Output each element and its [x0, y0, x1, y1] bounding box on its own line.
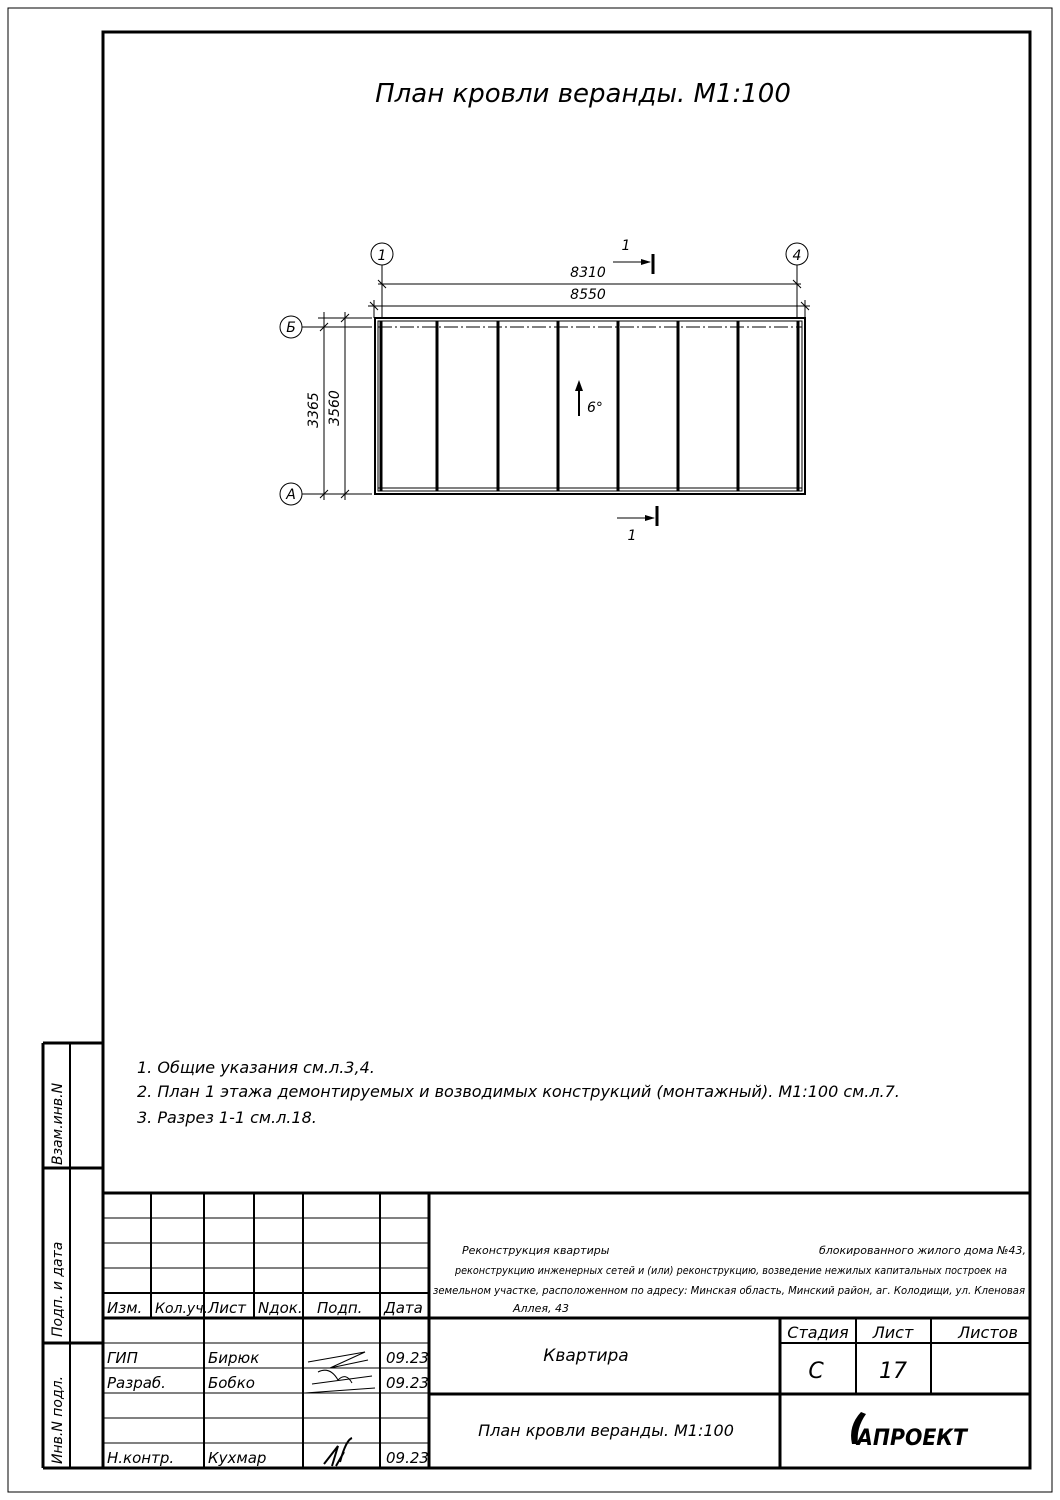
row-gip-date: 09.23 — [386, 1349, 429, 1367]
dim-8550: 8550 — [570, 287, 606, 303]
sheets-header: Листов — [958, 1323, 1018, 1342]
side-vzam-label: Взам.инв.N — [50, 1082, 66, 1165]
side-stamp — [43, 1043, 103, 1468]
header-podp: Подп. — [317, 1299, 363, 1317]
row-razrab-date: 09.23 — [386, 1374, 429, 1392]
axis-label-4: 4 — [792, 248, 802, 264]
row-nkontr-date: 09.23 — [386, 1449, 429, 1467]
title-block — [103, 1193, 1030, 1468]
header-data: Дата — [384, 1299, 423, 1317]
stage-header: Стадия — [787, 1323, 849, 1342]
row-razrab-name: Бобко — [208, 1374, 255, 1392]
axis-label-b: Б — [286, 320, 296, 336]
header-izm: Изм. — [107, 1299, 143, 1317]
row-razrab-role: Разраб. — [107, 1374, 166, 1392]
project-line1-left: Реконструкция квартиры — [462, 1244, 610, 1257]
project-line2: реконструкцию инженерных сетей и (или) реконструкцию, возведение нежилых капитальных построек на — [454, 1264, 1008, 1277]
notes — [137, 1058, 900, 1127]
row-gip-role: ГИП — [107, 1349, 138, 1367]
row-nkontr-role: Н.контр. — [107, 1449, 175, 1467]
section-mark-top — [613, 238, 653, 274]
project-line4: Аллея, 43 — [513, 1302, 569, 1315]
roof-plan — [280, 238, 810, 544]
dim-3365: 3365 — [306, 392, 322, 428]
dim-3560: 3560 — [327, 390, 343, 426]
header-ndok: Nдок. — [258, 1299, 303, 1317]
section-mark-bottom-label: 1 — [627, 528, 637, 544]
side-podp-label: Подп. и дата — [50, 1241, 66, 1337]
slope-arrow-head — [575, 380, 583, 391]
note-3: 3. Разрез 1-1 см.л.18. — [137, 1108, 317, 1127]
dim-8310: 8310 — [570, 265, 606, 281]
note-1: 1. Общие указания см.л.3,4. — [137, 1058, 375, 1077]
section-mark-bottom — [617, 506, 657, 544]
axis-label-a: А — [286, 487, 296, 503]
header-kol: Кол.уч. — [155, 1301, 208, 1317]
company-logo — [851, 1412, 969, 1451]
signature-nkontr — [324, 1438, 352, 1466]
stage-value: С — [808, 1359, 824, 1384]
object-name: Квартира — [543, 1346, 629, 1366]
project-line3: земельном участке, расположенном по адресу: Минская область, Минский район, аг. Колодищи, ул. Кленовая — [433, 1284, 1026, 1297]
slope-label: 6° — [587, 400, 603, 416]
row-gip-name: Бирюк — [208, 1349, 260, 1367]
sheet-title: План кровли веранды. М1:100 — [478, 1421, 734, 1440]
signature-razrab — [305, 1352, 375, 1393]
header-list: Лист — [208, 1299, 247, 1317]
axis-label-1: 1 — [377, 248, 387, 264]
sheet-value: 17 — [879, 1359, 907, 1384]
section-mark-top-label: 1 — [621, 238, 631, 254]
note-2: 2. План 1 этажа демонтируемых и возводимых конструкций (монтажный). М1:100 см.л.7. — [137, 1082, 900, 1101]
logo-text: АПРОЕКТ — [855, 1426, 969, 1451]
row-nkontr-name: Кухмар — [208, 1449, 267, 1467]
side-inv-label: Инв.N подл. — [50, 1375, 66, 1464]
sheet-header: Лист — [872, 1323, 914, 1342]
drawing-title: План кровли веранды. М1:100 — [375, 79, 791, 109]
project-line1-right: блокированного жилого дома №43, — [818, 1244, 1026, 1257]
